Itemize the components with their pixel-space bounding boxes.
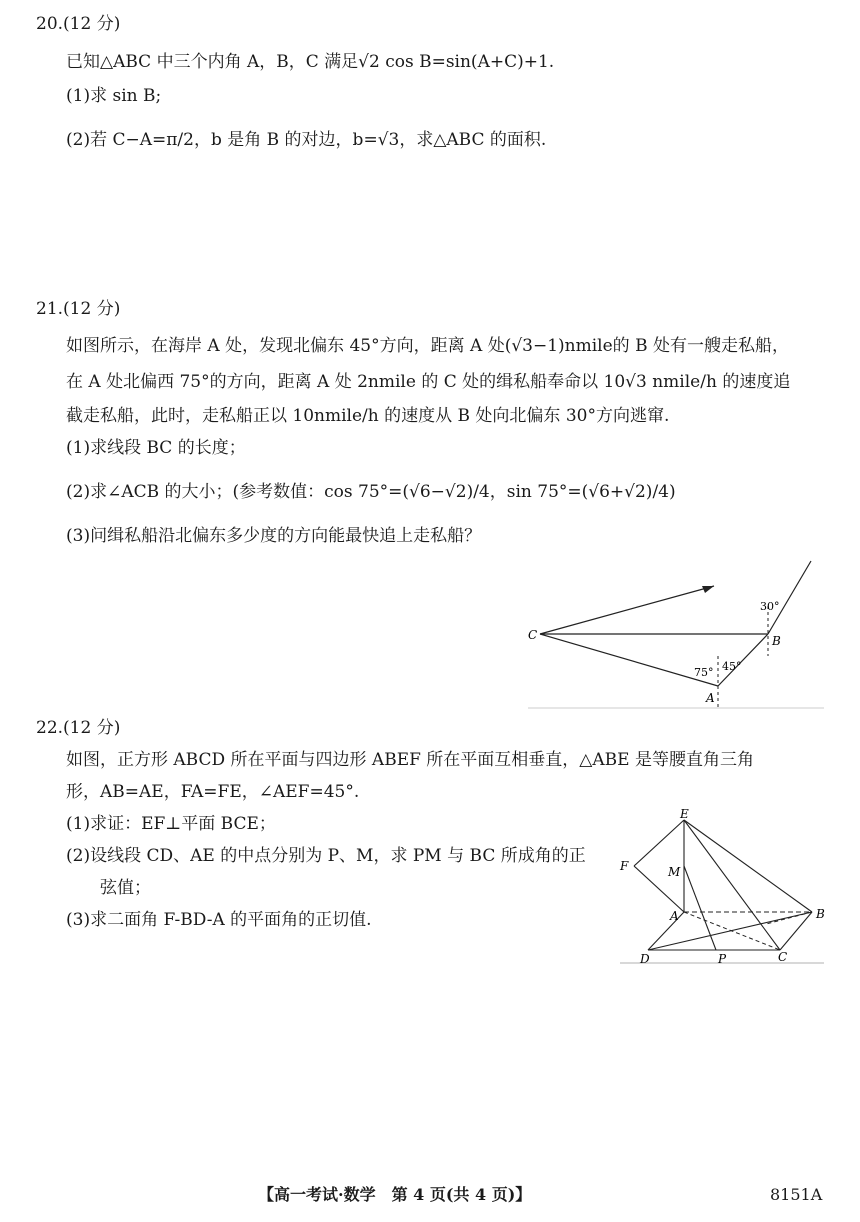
fig22-label-p: P xyxy=(718,952,727,966)
q22-part1: (1)求证：EF⊥平面 BCE； xyxy=(66,814,276,834)
q22-part3: (3)求二面角 F-BD-A 的平面角的正切值. xyxy=(66,910,372,930)
fig21-label-b: B xyxy=(772,634,781,648)
q20-part1: (1)求 sin B; xyxy=(66,86,162,106)
q21-part2: (2)求∠ACB 的大小；(参考数值：cos 75°=(√6−√2)/4，sin 75°=(√6+√2)/4) xyxy=(66,482,676,502)
fig21-label-c: C xyxy=(528,628,538,642)
fig22-label-m: M xyxy=(668,865,681,879)
fig22-label-d: D xyxy=(640,952,650,966)
fig22-label-f: F xyxy=(620,859,629,873)
fig21-arrowhead xyxy=(702,586,714,593)
fig21-chase-arrow xyxy=(540,586,714,634)
q20-heading: 20.(12 分) xyxy=(36,14,121,34)
q21-part1: (1)求线段 BC 的长度； xyxy=(66,438,246,458)
fig22-label-b: B xyxy=(816,907,825,921)
fig21-line-ca xyxy=(540,634,718,686)
q22-stem-line1: 如图，正方形 ABCD 所在平面与四边形 ABEF 所在平面互相垂直，△ABE 是等腰直角三角 xyxy=(66,750,754,770)
fig21-label-a: A xyxy=(706,691,715,705)
q22-figure xyxy=(616,808,828,968)
fig22-edge-eb xyxy=(684,820,812,912)
fig21-angle-30: 30° xyxy=(760,600,780,613)
q21-stem-line2: 在 A 处北偏西 75°的方向，距离 A 处 2nmile 的 C 处的缉私船奉命以 10√3 nmile/h 的速度追 xyxy=(66,372,791,392)
fig22-label-c: C xyxy=(778,950,788,964)
q21-part3: (3)问缉私船沿北偏东多少度的方向能最快追上走私船？ xyxy=(66,526,482,546)
fig21-escape-line xyxy=(768,561,811,634)
fig21-angle-75: 75° xyxy=(694,666,714,679)
q22-part2-line2: 弦值； xyxy=(100,878,151,898)
q20-stem: 已知△ABC 中三个内角 A，B，C 满足√2 cos B=sin(A+C)+1. xyxy=(66,52,555,72)
q22-heading: 22.(12 分) xyxy=(36,718,121,738)
q21-heading: 21.(12 分) xyxy=(36,299,121,319)
footer-page-info: 【高一考试·数学 第 4 页(共 4 页)】 xyxy=(258,1185,532,1204)
fig22-dashed-b xyxy=(766,912,812,924)
fig22-edge-cb xyxy=(780,912,812,950)
fig22-edge-ef xyxy=(634,820,684,866)
fig22-label-e: E xyxy=(680,808,689,821)
q21-stem-line3: 截走私船，此时，走私船正以 10nmile/h 的速度从 B 处向北偏东 30°方向逃窜. xyxy=(66,406,670,426)
q21-figure xyxy=(526,556,826,712)
q22-part2-line1: (2)设线段 CD、AE 的中点分别为 P、M，求 PM 与 BC 所成角的正 xyxy=(66,846,586,866)
fig21-angle-45: 45° xyxy=(722,660,742,673)
q20-part2: (2)若 C−A=π/2，b 是角 B 的对边，b=√3，求△ABC 的面积. xyxy=(66,130,547,150)
q22-stem-line2: 形，AB=AE，FA=FE，∠AEF=45°. xyxy=(66,782,360,802)
footer-exam-code: 8151A xyxy=(770,1185,823,1204)
fig22-label-a: A xyxy=(670,909,679,923)
q21-stem-line1: 如图所示，在海岸 A 处，发现北偏东 45°方向，距离 A 处(√3−1)nmile的 B 处有一艘走私船， xyxy=(66,336,789,356)
